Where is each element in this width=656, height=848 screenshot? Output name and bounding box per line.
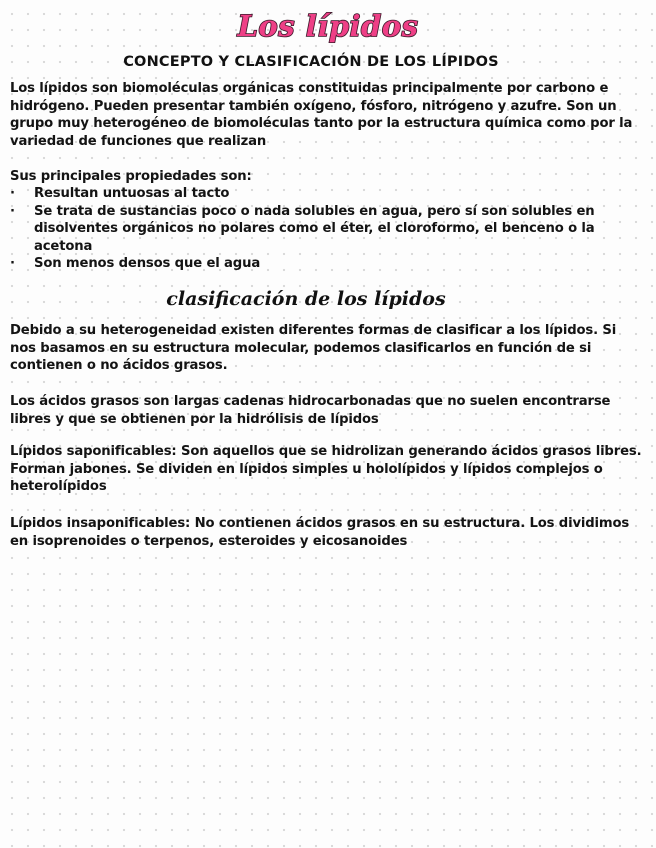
bullet-icon: · xyxy=(10,186,15,201)
list-item xyxy=(10,255,620,273)
list-item-text: Se trata de sustancias poco o nada solubles en agua, pero sí son solubles en disolventes orgánicos no polares como el éter, el cloroformo, el benceno o la acetona xyxy=(34,203,595,254)
properties-intro: Sus principales propiedades son: xyxy=(10,169,252,184)
saponifiable-paragraph: Lípidos saponificables: Son aquellos que se hidrolizan generando ácidos grasos libres. Forman jabones. Se dividen en lípidos simples u hololípidos y lípidos complejos o heterolípidos xyxy=(10,444,642,495)
list-item xyxy=(10,203,620,256)
unsaponifiable-paragraph: Lípidos insaponificables: No contienen ácidos grasos en su estructura. Los dividimos en isoprenoides o terpenos, esteroides y eicosanoides xyxy=(10,516,630,549)
bullet-icon: · xyxy=(10,203,15,219)
section-heading-concept: CONCEPTO Y CLASIFICACIÓN DE LOS LÍPIDOS xyxy=(123,54,499,70)
page-title: Los lípidos xyxy=(237,9,419,43)
list-item xyxy=(10,185,620,203)
section-heading-classification: clasificación de los lípidos xyxy=(166,288,446,310)
classification-paragraph: Debido a su heterogeneidad existen diferentes formas de clasificar a los lípidos. Si nos basamos en su estructura molecular, podemos clasificarlos en función de si contienen o no ácidos grasos. xyxy=(10,323,617,374)
bullet-icon: · xyxy=(10,256,15,272)
list-item-text: Resultan untuosas al tacto xyxy=(34,186,230,201)
properties-list xyxy=(10,185,620,273)
list-item-text: Son menos densos que el agua xyxy=(34,256,261,272)
intro-paragraph: Los lípidos son biomoléculas orgánicas constituidas principalmente por carbono e hidrógeno. Pueden presentar también oxígeno, fósforo, nitrógeno y azufre. Son un grupo muy heterogéneo de biomoléculas tanto por la estructura química como por la variedad de funciones que realizan xyxy=(10,81,633,149)
fatty-acids-paragraph: Los ácidos grasos son largas cadenas hidrocarbonadas que no suelen encontrarse libres y que se obtienen por la hidrólisis de lípidos xyxy=(10,394,611,427)
